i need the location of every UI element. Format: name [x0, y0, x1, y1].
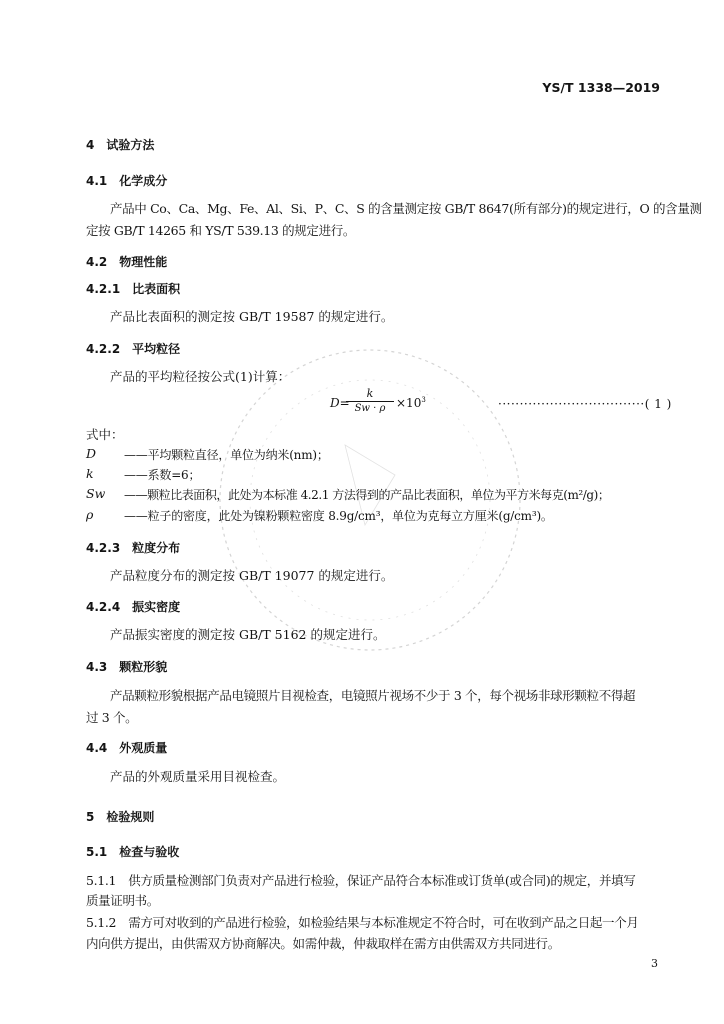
- formula-multiplier: ×10: [396, 396, 422, 410]
- clause-5-1-1-line1: 5.1.1 供方质量检测部门负责对产品进行检验，保证产品符合本标准或订货单(或合同)的规定，并填写: [86, 873, 636, 888]
- formula-exponent: 3: [421, 396, 426, 404]
- def-symbol-Sw: Sw: [86, 486, 106, 501]
- fraction-bar: [346, 401, 394, 402]
- formula-denominator: Sw · ρ: [354, 403, 386, 414]
- def-symbol-rho: ρ: [86, 507, 94, 522]
- where-label: 式中：: [86, 427, 124, 442]
- section-4-3-heading: 4.3 颗粒形貌: [86, 660, 168, 674]
- formula-numerator: k: [366, 387, 374, 400]
- formula-lhs: D=: [330, 396, 350, 410]
- clause-5-1-2-line2: 内向供方提出，由供需双方协商解决。如需仲裁，仲裁取样在需方由供需双方共同进行。: [86, 936, 560, 951]
- section-4-heading: 4 试验方法: [86, 138, 155, 152]
- section-4-2-2-heading: 4.2.2 平均粒径: [86, 342, 181, 356]
- def-text-k: ——系数=6；: [124, 468, 201, 482]
- def-text-Sw: ——颗粒比表面积，此处为本标准 4.2.1 方法得到的产品比表面积，单位为平方米每克(m²/g)；: [124, 488, 610, 502]
- equation-leader-dots: ··································: [498, 397, 645, 411]
- chemical-para-line2: 定按 GB/T 14265 和 YS/T 539.13 的规定进行。: [86, 223, 356, 238]
- morphology-para-line2: 过 3 个。: [86, 710, 138, 725]
- section-4-2-4-heading: 4.2.4 振实密度: [86, 600, 181, 614]
- standard-code: YS/T 1338—2019: [542, 80, 660, 95]
- section-5-1-heading: 5.1 检查与验收: [86, 845, 180, 859]
- morphology-para-line1: 产品颗粒形貌根据产品电镜照片目视检查，电镜照片视场不少于 3 个，每个视场非球形颗粒不得超: [110, 688, 636, 703]
- tap-density-para: 产品振实密度的测定按 GB/T 5162 的规定进行。: [110, 627, 386, 642]
- equation-number-label: ( 1 ): [644, 397, 672, 411]
- surface-area-para: 产品比表面积的测定按 GB/T 19587 的规定进行。: [110, 309, 394, 324]
- size-distribution-para: 产品粒度分布的测定按 GB/T 19077 的规定进行。: [110, 568, 394, 583]
- chemical-para-line1: 产品中 Co、Ca、Mg、Fe、Al、Si、P、C、S 的含量测定按 GB/T 8647(所有部分)的规定进行，O 的含量测: [110, 201, 702, 216]
- section-5-heading: 5 检验规则: [86, 810, 155, 824]
- appearance-para: 产品的外观质量采用目视检查。: [110, 769, 286, 784]
- formula-fraction: [346, 388, 394, 415]
- section-4-1-heading: 4.1 化学成分: [86, 174, 168, 188]
- def-text-D: ——平均颗粒直径，单位为纳米(nm)；: [124, 448, 329, 462]
- clause-5-1-1-line2: 质量证明书。: [86, 893, 159, 908]
- section-4-4-heading: 4.4 外观质量: [86, 741, 168, 755]
- def-symbol-D: D: [86, 446, 97, 461]
- section-4-2-3-heading: 4.2.3 粒度分布: [86, 541, 181, 555]
- def-symbol-k: k: [86, 466, 94, 481]
- def-text-rho: ——粒子的密度，此处为镍粉颗粒密度 8.9g/cm³，单位为克每立方厘米(g/cm³)。: [124, 509, 553, 523]
- section-4-2-1-heading: 4.2.1 比表面积: [86, 282, 181, 296]
- particle-size-intro: 产品的平均粒径按公式(1)计算：: [110, 369, 291, 384]
- clause-5-1-2-line1: 5.1.2 需方可对收到的产品进行检验，如检验结果与本标准规定不符合时，可在收到产品之日起一个月: [86, 915, 639, 930]
- section-4-2-heading: 4.2 物理性能: [86, 255, 168, 269]
- page-number: 3: [651, 957, 658, 970]
- equation-number: [498, 397, 672, 411]
- formula-rhs: [396, 396, 426, 410]
